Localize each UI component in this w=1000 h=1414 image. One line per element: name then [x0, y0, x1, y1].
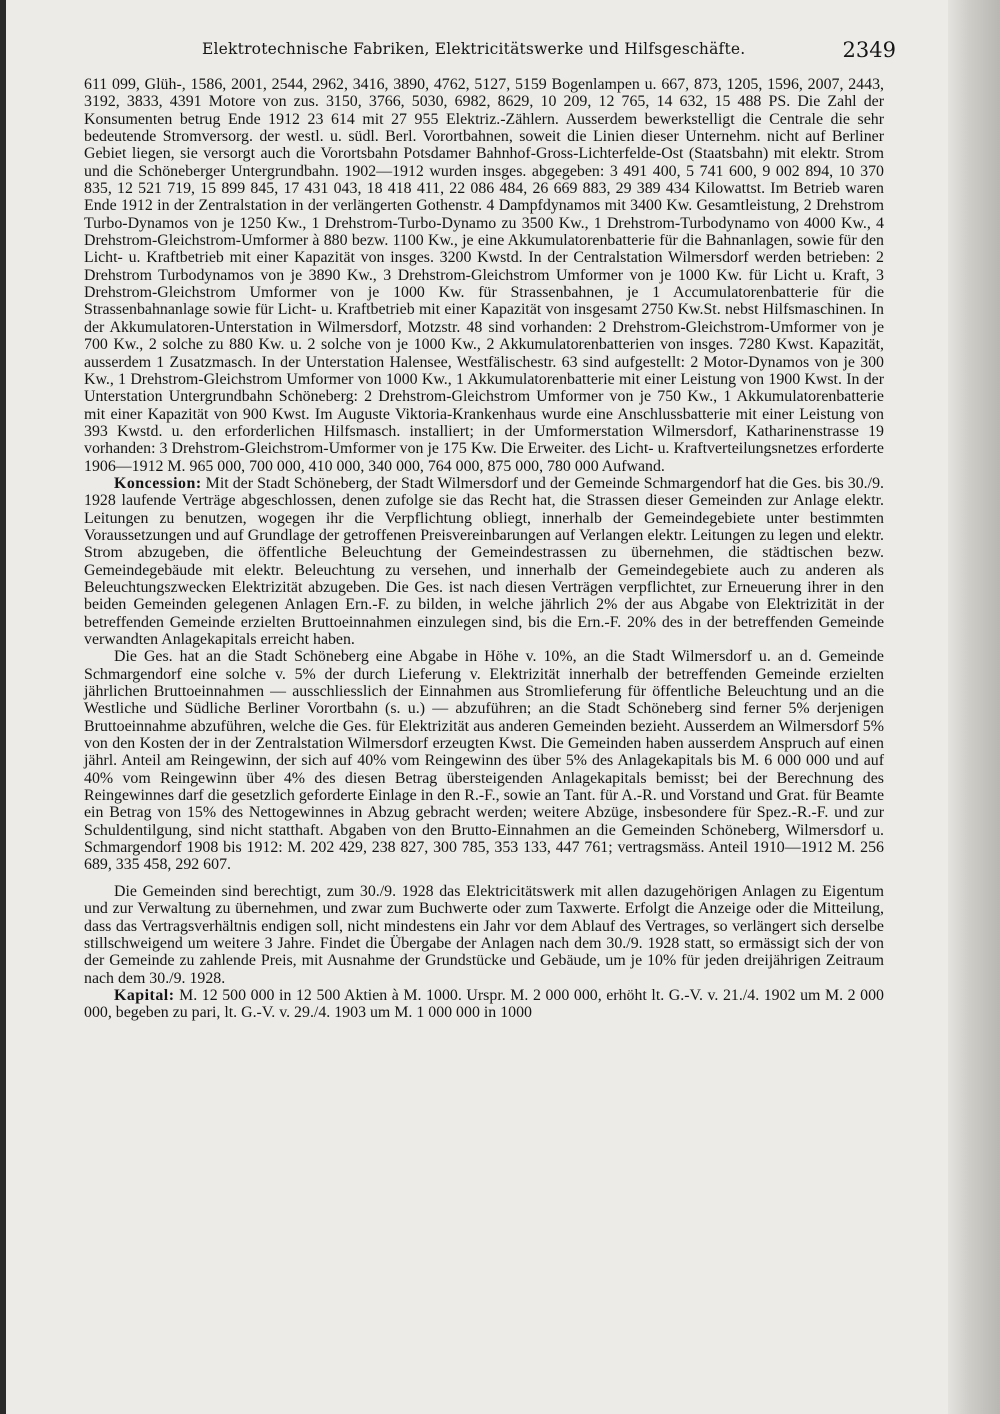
paragraph-power-station: 611 099, Glüh-, 1586, 2001, 2544, 2962, 3416, 3890, 4762, 5127, 5159 Bogenlampen u. 667, 873, 1205, 1596, 2007, 2443, 3192, 3833, 4391 Motore von zus. 3150, 3766, 5030, 6982, 8629, 10 209, 12 765, 14 632, 15 488 PS. Die Zahl der Konsumenten betrug Ende 1912 23 614 mit 27 955 Elektriz.-Zählern. Ausserdem bewerkstelligt die Centrale die sehr bedeutende Stromversorg. der westl. u. südl. Berl. Vorortbahnen, soweit die Linien dieser Unternehm. nicht auf Berliner Gebiet liegen, sie versorgt auch die Vorortsbahn Potsdamer Bahnhof-Gross-Lichterfelde-Ost (Staatsbahn) mit elektr. Strom und die Schöneberger Untergrundbahn. 1902—1912 wurden insges. abgegeben: 3 491 400, 5 741 600, 9 002 894, 10 370 835, 12 521 719, 15 899 845, 17 431 043, 18 418 411, 22 086 484, 26 669 883, 29 389 434 Kilowattst. Im Betrieb waren Ende 1912 in der Zentralstation in der verlängerten Gothenstr. 4 Dampfdynamos mit 3400 Kw. Gesamtleistung, 2 Drehstrom Turbo-Dynamos von je 1250 Kw., 1 Drehstrom-Turbo-Dynamo zu 3500 Kw., 1 Drehstrom-Turbodynamo von 4000 Kw., 4 Drehstrom-Gleichstrom-Umformer à 880 bezw. 1100 Kw., je eine Akkumulatorenbatterie für die Bahnanlagen, sowie für den Licht- u. Kraftbetrieb mit einer Kapazität von insges. 3200 Kwstd. In der Centralstation Wilmersdorf werden betrieben: 2 Drehstrom Turbodynamos von je 3890 Kw., 3 Drehstrom-Gleichstrom Umformer von je 1000 Kw. für Licht u. Kraft, 3 Drehstrom-Gleichstrom Umformer von je 1000 Kw. für Strassenbahnen, je 1 Accumulatorenbatterie für die Strassenbahnanlage sowie für Licht- u. Kraftbetrieb mit einer Kapazität von insgesamt 2750 Kw.St. nebst Hilfsmaschinen. In der Akkumulatoren-Unterstation in Wilmersdorf, Motzstr. 48 sind vorhanden: 2 Drehstrom-Gleichstrom-Umformer von je 700 Kw., 2 solche zu 880 Kw. u. 2 solche von je 1000 Kw., 2 Akkumulatorenbatterien von insges. 7280 Kwst. Kapazität, ausserdem 1 Zusatzmasch. In der Unterstation Halensee, Westfälischestr. 63 sind aufgestellt: 2 Motor-Dynamos von je 300 Kw., 1 Drehstrom-Gleichstrom Umformer von 1000 Kw., 1 Akkumulatorenbatterie mit einer Leistung von 1900 Kwst. In der Unterstation Untergrundbahn Schöneberg: 2 Drehstrom-Gleichstrom Umformer von je 750 Kw., 1 Akkumulatorenbatterie mit einer Kapazität von 900 Kwst. Im Auguste Viktoria-Krankenhaus wurde eine Anschlussbatterie mit einer Leistung von 393 Kwstd. u. den erforderlichen Hilfsmasch. installiert; in der Umformerstation Wilmersdorf, Katharinenstrasse 19 vorhanden: 3 Drehstrom-Gleichstrom-Umformer von je 175 Kw. Die Erweiter. des Licht- u. Kraftverteilungsnetzes erforderte 1906—1912 M. 965 000, 700 000, 410 000, 340 000, 764 000, 875 000, 780 000 Aufwand.: [84, 76, 884, 475]
scan-edge-right: [948, 0, 1000, 1414]
paragraph-koncession: [84, 475, 884, 648]
paragraph-abgabe: Die Ges. hat an die Stadt Schöneberg eine Abgabe in Höhe v. 10%, an die Stadt Wilmersdorf u. an d. Gemeinde Schmargendorf eine solche v. 5% der durch Lieferung v. Elektrizität innerhalb der betreffenden Gemeinde erzielten jährlichen Bruttoeinnahmen — ausschliesslich der Einnahmen aus Stromlieferung für öffentliche Beleuchtung und an die Westliche und Südliche Berliner Vorortbahn (s. u.) — abzuführen; an die Stadt Schöneberg sind ferner 5% derjenigen Bruttoeinnahme abzuführen, welche die Ges. für Elektrizität aus anderen Gemeinden bezieht. Ausserdem an Wilmersdorf 5% von den Kosten der in der Zentralstation Wilmersdorf erzeugten Kwst. Die Gemeinden haben ausserdem Anspruch auf einen jährl. Anteil am Reingewinn, der sich auf 40% vom Reingewinn des über 5% des Anlagekapitals bis M. 6 000 000 und auf 40% vom Reingewinn über 4% des diesen Betrag übersteigenden Anlagekapitals bemisst; bei der Berechnung des Reingewinnes darf die gesetzlich geforderte Einlage in den R.-F., sowie an Tant. für A.-R. und Vorstand und Grat. für Beamte ein Betrag von 15% des Nettogewinnes in Abzug gebracht werden; weitere Abzüge, insbesondere für Spez.-R.-F. und zur Schuldentilgung, sind nicht statthaft. Abgaben von den Brutto-Einnahmen an die Gemeinden Schöneberg, Wilmersdorf u. Schmargendorf 1908 bis 1912: M. 202 429, 238 827, 300 785, 353 133, 447 761; vertragsmäss. Anteil 1910—1912 M. 256 689, 335 458, 292 607.: [84, 648, 884, 874]
page-header: [84, 36, 896, 76]
paragraph-uebernahme: Die Gemeinden sind berechtigt, zum 30./9. 1928 das Elektricitätswerk mit allen dazugehörigen Anlagen zu Eigentum und zur Verwaltung zu übernehmen, und zwar zum Buchwerte oder zum Taxwerte. Erfolgt die Anzeige oder die Mitteilung, dass das Vertragsverhältnis endigen soll, nicht mindestens ein Jahr vor dem Ablauf des Vertrages, so verlängert sich derselbe stillschweigend um weitere 3 Jahre. Findet die Übergabe der Anlagen nach dem 30./9. 1928 statt, so ermässigt sich der von der Gemeinde zu zahlende Preis, mit Ausnahme der Grundstücke und Gebäude, um je 10% für jeden dreijährigen Zeitraum nach dem 30./9. 1928.: [84, 882, 884, 987]
paragraph-koncession-text: Mit der Stadt Schöneberg, der Stadt Wilmersdorf und der Gemeinde Schmargendorf hat die Ges. bis 30./9. 1928 laufende Verträge abgeschlossen, denen zufolge sie das Recht hat, die Strassen dieser Gemeinden zur Anlage elektr. Leitungen zu benutzen, wogegen ihr die Verpflichtung obliegt, innerhalb der Gemeindegebiete unter bestimmten Voraussetzungen und auf Grundlage der getroffenen Preisvereinbarungen auf Verlangen elektr. Leitungen zu legen und elektr. Strom abzugeben, die öffentliche Beleuchtung der Gemeindestrassen zu übernehmen, die städtischen bezw. Gemeindegebäude mit elektr. Beleuchtung zu versehen, und innerhalb der Gemeindegebiete auch zu anderen als Beleuchtungszwecken Elektrizität abzugeben. Die Ges. ist nach diesen Verträgen verpflichtet, zur Erneuerung ihrer in den beiden Gemeinden gelegenen Anlagen Ern.-F. zu bilden, in welche jährlich 2% der aus Abgabe von Elektrizität in der betreffenden Gemeinde erzielten Bruttoeinnahmen einzulegen sind, bis die Ern.-F. 20% des in der betreffenden Gemeinde verwandten Anlagekapitals erreicht haben.: [84, 474, 884, 648]
running-title: Elektrotechnische Fabriken, Elektricitätswerke und Hilfsgeschäfte.: [202, 40, 746, 58]
scan-edge-left: [0, 0, 6, 1414]
document-page: [84, 36, 896, 1022]
section-head-koncession: Koncession:: [114, 474, 202, 492]
paragraph-kapital-text: M. 12 500 000 in 12 500 Aktien à M. 1000. Urspr. M. 2 000 000, erhöht lt. G.-V. v. 21./4. 1902 um M. 2 000 000, begeben zu pari, lt. G.-V. v. 29./4. 1903 um M. 1 000 000 in 1000: [84, 986, 884, 1022]
paragraph-kapital: [84, 987, 884, 1022]
section-head-kapital: Kapital:: [114, 986, 175, 1004]
page-number: 2349: [842, 38, 896, 62]
body-text: [84, 76, 884, 1022]
